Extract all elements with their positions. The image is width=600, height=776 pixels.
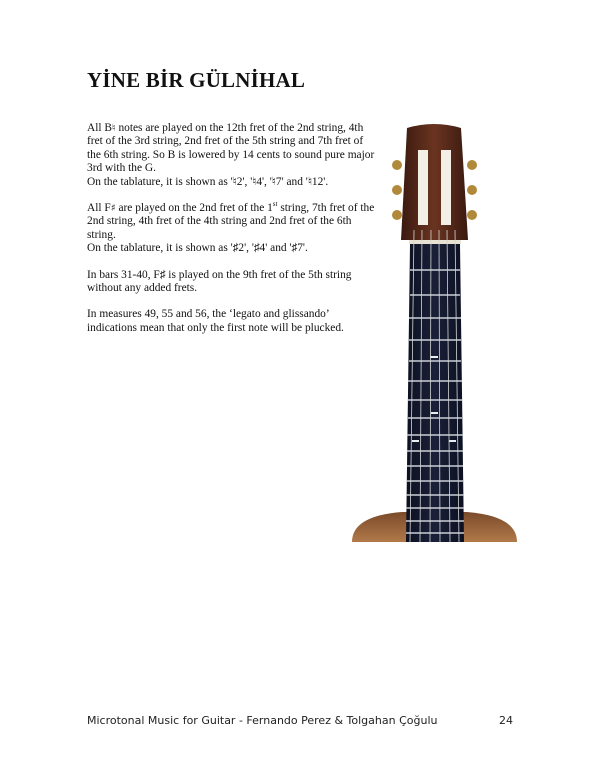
paragraph-measures: In measures 49, 55 and 56, the ‘legato and glissando’ indications mean that only the first note will be plucked. [87, 308, 344, 334]
paragraph-f-sharp [87, 202, 377, 256]
page-number: 24 [499, 714, 513, 727]
text-run: notes are played on the 12th fret of the 2nd string, 4th fret of the 3rd string, 2nd fret of the 5th string and 7th fret of the 6th string. So B is lowered by 14 cents to sound pure major 3rd with the G. [87, 122, 375, 175]
footer-source: Microtonal Music for Guitar - Fernando Perez & Tolgahan Çoğulu [87, 714, 438, 727]
page-footer [87, 714, 513, 727]
body-text [87, 122, 377, 348]
natural-symbol: ♮ [112, 123, 116, 134]
guitar-neck-photo [352, 120, 517, 545]
text-run: string, 7th fret of the 2nd string, 4th fret of the 4th string and 2nd fret of the 6th string. [87, 202, 375, 241]
sharp-symbol: ♯ [110, 203, 116, 215]
paragraph-bars: In bars 31-40, F♯ is played on the 9th fret of the 5th string without any added frets. [87, 268, 352, 295]
text-run: All B [87, 122, 113, 134]
page-title: YİNE BİR GÜLNİHAL [87, 68, 306, 92]
tablature-note: On the tablature, it is shown as '♯2', '♯4' and '♯7'. [87, 242, 308, 255]
text-run: are played on the 2nd fret of the 1 [115, 202, 273, 215]
tablature-note: On the tablature, it is shown as '♮2', '♮4', '♮7' and '♮12'. [87, 175, 329, 188]
superscript: st [272, 200, 278, 209]
paragraph-b-natural [87, 122, 377, 189]
text-run: All F [87, 202, 111, 215]
